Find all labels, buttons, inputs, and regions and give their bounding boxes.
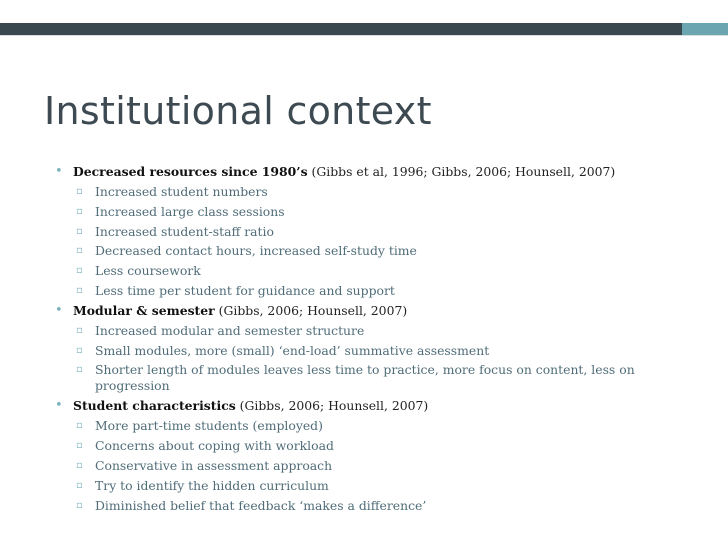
sub-bullet-icon: ▫ [76, 479, 83, 491]
list-item [52, 321, 642, 341]
section-refs: (Gibbs et al, 1996; Gibbs, 2006; Hounsell, 2007) [307, 164, 616, 179]
bullet-icon: • [55, 164, 63, 179]
list-item [52, 456, 642, 476]
sub-bullet-icon: ▫ [76, 499, 83, 511]
sub-bullet-icon: ▫ [76, 459, 83, 471]
header-band-dark [0, 23, 682, 35]
section-refs: (Gibbs, 2006; Hounsell, 2007) [235, 398, 429, 414]
list-item [52, 241, 642, 261]
section-heading [52, 162, 642, 182]
list-item [52, 182, 642, 202]
list-item-text: Try to identify the hidden curriculum [95, 477, 329, 493]
list-item [52, 261, 642, 281]
list-item-text: Increased modular and semester structure [95, 322, 365, 338]
sub-bullet-icon: ▫ [76, 284, 83, 296]
slide-title: Institutional context [44, 89, 432, 133]
list-item-text: Increased student-staff ratio [95, 223, 274, 239]
bullet-icon: • [55, 398, 63, 414]
list-item-text: Small modules, more (small) ‘end-load’ summative assessment [95, 342, 490, 358]
header-band [0, 0, 728, 36]
sub-bullet-icon: ▫ [76, 364, 83, 376]
list-item-text: Less coursework [95, 263, 201, 279]
sub-bullet-icon: ▫ [76, 440, 83, 452]
section-heading [52, 301, 642, 321]
header-band-accent [682, 23, 728, 35]
sub-bullet-icon: ▫ [76, 225, 83, 237]
list-item [52, 281, 642, 301]
sub-bullet-icon: ▫ [76, 420, 83, 432]
section-heading-text: Modular & semester [73, 302, 215, 318]
list-item-text: More part-time students (employed) [95, 418, 323, 434]
slide-body [52, 162, 642, 515]
list-item-text: Conservative in assessment approach [95, 457, 333, 473]
list-item-text: Increased student numbers [95, 184, 268, 199]
list-item-text: Less time per student for guidance and support [95, 282, 395, 298]
list-item-text: Increased large class sessions [95, 203, 285, 219]
sub-bullet-icon: ▫ [76, 265, 83, 277]
sub-bullet-icon: ▫ [76, 344, 83, 356]
list-item-text: Shorter length of modules leaves less time to practice, more focus on content, less on progression [95, 362, 635, 394]
section-refs: (Gibbs, 2006; Hounsell, 2007) [214, 302, 408, 318]
list-item [52, 202, 642, 222]
list-item [52, 222, 642, 242]
list-item [52, 416, 642, 436]
header-band-rule [0, 35, 728, 36]
sub-bullet-icon: ▫ [76, 324, 83, 336]
sub-bullet-icon: ▫ [76, 245, 83, 257]
sub-bullet-icon: ▫ [76, 205, 83, 217]
list-item-text: Diminished belief that feedback ‘makes a difference’ [95, 497, 427, 513]
list-item [52, 476, 642, 496]
list-item [52, 360, 642, 396]
list-item [52, 341, 642, 361]
sub-bullet-icon: ▫ [76, 186, 83, 197]
list-item [52, 496, 642, 516]
list-item-text: Decreased contact hours, increased self-study time [95, 243, 417, 259]
section-heading-text: Decreased resources since 1980’s [73, 164, 308, 179]
list-item [52, 436, 642, 456]
section-heading [52, 396, 642, 416]
section-heading-text: Student characteristics [73, 398, 236, 414]
list-item-text: Concerns about coping with workload [95, 438, 334, 454]
bullet-icon: • [55, 302, 63, 318]
